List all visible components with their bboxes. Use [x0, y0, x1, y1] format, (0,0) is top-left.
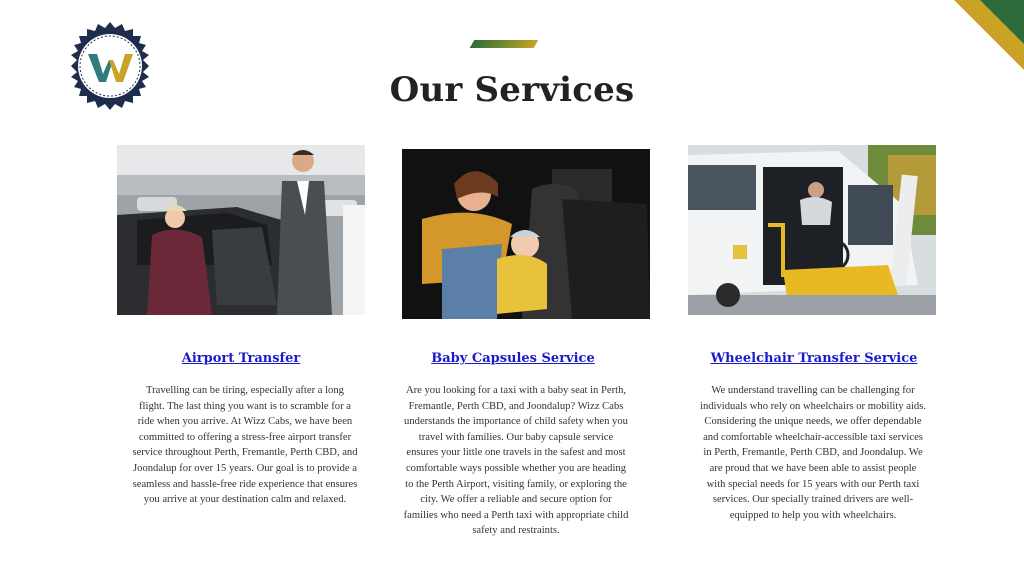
page-title: Our Services: [389, 70, 635, 110]
baby-capsules-photo: [402, 149, 650, 319]
baby-capsules-description: Are you looking for a taxi with a baby seat in Perth, Fremantle, Perth CBD, and Joondalup? Wizz Cabs understands the importance of child safety when you travel with families. Our baby capsule service ensures your little one travels in the safest and most comfortable ways possible whether you are heading to the Perth Airport, visiting family, or exploring the city. We offer a reliable and secure option for families who need a Perth taxi with appropriate child safety and restraints.: [403, 385, 629, 537]
corner-decoration-inner: [980, 0, 1024, 44]
logo-emblem-icon: [66, 22, 154, 110]
wizz-cabs-logo[interactable]: [66, 22, 154, 110]
baby-capsules-link[interactable]: Baby Capsules Service: [431, 351, 595, 366]
wheelchair-transfer-link[interactable]: Wheelchair Transfer Service: [710, 351, 918, 366]
wheelchair-transfer-photo: [688, 145, 936, 315]
airport-transfer-description: Travelling can be tiring, especially after a long flight. The last thing you want is to scramble for a ride when you arrive. At Wizz Cabs, we have been committed to offering a stress-free airport transfer service throughout Perth, Fremantle, Perth CBD, and Joondalup for over 15 years. Our goal is to provide a seamless and hassle-free ride experience that ensures you arrive at your destination calm and relaxed.: [132, 385, 358, 506]
airport-transfer-photo: [117, 145, 365, 315]
airport-transfer-link[interactable]: Airport Transfer: [181, 351, 301, 366]
wheelchair-transfer-description: We understand travelling can be challenging for individuals who rely on wheelchairs or mobility aids. Considering the unique needs, we offer dependable and comfortable wheelchair-accessible taxi services in Perth, Fremantle, Perth CBD, and Joondalup. We are proud that we have been able to assist people with special needs for 15 years with our Perth taxi services. Our specially trained drivers are well-equipped to help you with wheelchairs.: [700, 385, 926, 521]
title-accent-bar: [470, 40, 539, 48]
